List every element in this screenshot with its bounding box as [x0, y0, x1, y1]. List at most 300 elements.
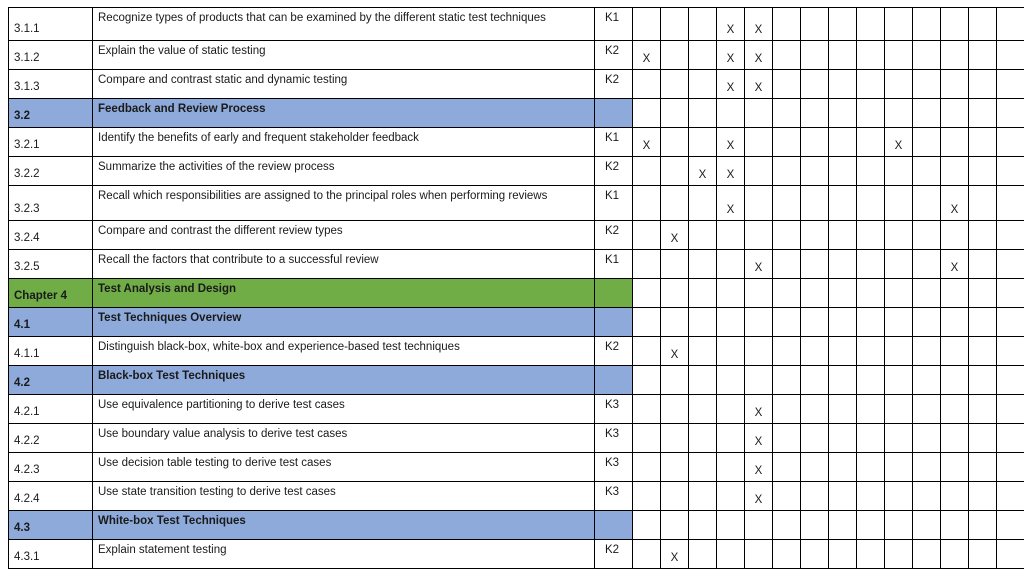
objective-description: Compare and contrast static and dynamic testing — [93, 70, 595, 99]
k-level — [595, 99, 633, 128]
mapping-cell — [773, 128, 801, 157]
mapping-cell — [633, 221, 661, 250]
mapping-cell — [661, 511, 689, 540]
objective-id: 4.2.2 — [9, 424, 93, 453]
table-row — [9, 157, 1024, 186]
mapping-cell — [689, 511, 717, 540]
objective-description: White-box Test Techniques — [93, 511, 595, 540]
mapping-cell — [773, 337, 801, 366]
objective-id: 3.2 — [9, 99, 93, 128]
mapping-cell — [997, 279, 1024, 308]
mapping-cell: X — [745, 70, 773, 99]
mapping-cell — [997, 99, 1024, 128]
mapping-cell — [885, 250, 913, 279]
mapping-cell — [661, 308, 689, 337]
mapping-cell — [829, 337, 857, 366]
mapping-cell — [661, 8, 689, 41]
objective-description: Black-box Test Techniques — [93, 366, 595, 395]
objective-id: 3.2.1 — [9, 128, 93, 157]
objective-description: Summarize the activities of the review process — [93, 157, 595, 186]
mapping-cell — [997, 366, 1024, 395]
mapping-cell — [969, 221, 997, 250]
mapping-cell — [633, 186, 661, 221]
mapping-cell — [689, 482, 717, 511]
table-row — [9, 186, 1024, 221]
mapping-cell: X — [661, 221, 689, 250]
mapping-cell — [885, 366, 913, 395]
mapping-cell — [913, 540, 941, 569]
table-row — [9, 8, 1024, 41]
mapping-cell — [745, 157, 773, 186]
objective-description: Identify the benefits of early and frequent stakeholder feedback — [93, 128, 595, 157]
mapping-cell — [829, 41, 857, 70]
mapping-cell — [633, 8, 661, 41]
mapping-cell — [941, 279, 969, 308]
mapping-cell — [969, 186, 997, 221]
section-header-row — [9, 511, 1024, 540]
mapping-cell — [913, 453, 941, 482]
objective-description: Recall the factors that contribute to a successful review — [93, 250, 595, 279]
mapping-cell — [913, 8, 941, 41]
mapping-cell — [689, 221, 717, 250]
table-row — [9, 395, 1024, 424]
objective-id: 4.2.4 — [9, 482, 93, 511]
mapping-cell: X — [717, 41, 745, 70]
mapping-cell — [633, 424, 661, 453]
k-level — [595, 511, 633, 540]
mapping-cell — [913, 221, 941, 250]
mapping-cell — [745, 366, 773, 395]
mapping-cell — [829, 8, 857, 41]
mapping-cell — [997, 250, 1024, 279]
objective-description: Feedback and Review Process — [93, 99, 595, 128]
mapping-cell — [801, 511, 829, 540]
section-header-row — [9, 308, 1024, 337]
mapping-cell — [885, 8, 913, 41]
mapping-cell — [773, 395, 801, 424]
objective-description: Explain the value of static testing — [93, 41, 595, 70]
mapping-cell — [969, 8, 997, 41]
mapping-cell — [997, 395, 1024, 424]
mapping-cell — [997, 482, 1024, 511]
objective-description: Test Techniques Overview — [93, 308, 595, 337]
mapping-cell — [913, 395, 941, 424]
mapping-cell — [941, 540, 969, 569]
mapping-cell — [885, 424, 913, 453]
mapping-cell: X — [633, 128, 661, 157]
mapping-cell — [997, 540, 1024, 569]
k-level: K1 — [595, 128, 633, 157]
mapping-cell — [829, 482, 857, 511]
table-row — [9, 221, 1024, 250]
mapping-cell — [745, 337, 773, 366]
mapping-cell — [857, 337, 885, 366]
mapping-cell — [773, 482, 801, 511]
mapping-cell — [801, 128, 829, 157]
objective-description: Compare and contrast the different review types — [93, 221, 595, 250]
mapping-cell — [773, 8, 801, 41]
k-level: K3 — [595, 395, 633, 424]
mapping-cell — [997, 511, 1024, 540]
mapping-cell: X — [661, 337, 689, 366]
mapping-cell — [885, 221, 913, 250]
mapping-cell — [829, 395, 857, 424]
mapping-cell — [717, 482, 745, 511]
mapping-cell — [689, 424, 717, 453]
mapping-cell: X — [689, 157, 717, 186]
table-row — [9, 453, 1024, 482]
mapping-cell — [717, 366, 745, 395]
mapping-cell — [857, 453, 885, 482]
mapping-cell — [661, 424, 689, 453]
mapping-cell — [773, 453, 801, 482]
mapping-cell — [633, 337, 661, 366]
objective-id: 4.2.3 — [9, 453, 93, 482]
mapping-cell — [857, 8, 885, 41]
learning-objectives-table — [8, 7, 1024, 569]
mapping-cell — [689, 540, 717, 569]
mapping-cell — [829, 157, 857, 186]
mapping-cell — [773, 70, 801, 99]
objective-description: Recall which responsibilities are assigned to the principal roles when performing reviews — [93, 186, 595, 221]
mapping-cell — [633, 157, 661, 186]
k-level: K2 — [595, 70, 633, 99]
mapping-cell — [717, 540, 745, 569]
mapping-cell — [913, 279, 941, 308]
mapping-cell — [689, 8, 717, 41]
mapping-cell — [997, 221, 1024, 250]
mapping-cell — [773, 99, 801, 128]
mapping-cell — [801, 221, 829, 250]
mapping-cell — [801, 540, 829, 569]
mapping-cell — [717, 395, 745, 424]
mapping-cell — [689, 395, 717, 424]
mapping-cell — [717, 279, 745, 308]
mapping-cell — [857, 70, 885, 99]
mapping-cell — [717, 337, 745, 366]
mapping-cell: X — [745, 453, 773, 482]
objective-id: 3.2.3 — [9, 186, 93, 221]
mapping-cell — [745, 186, 773, 221]
mapping-cell — [801, 8, 829, 41]
k-level: K3 — [595, 453, 633, 482]
mapping-cell: X — [745, 41, 773, 70]
mapping-cell — [857, 366, 885, 395]
objective-id: 4.2.1 — [9, 395, 93, 424]
mapping-cell — [745, 99, 773, 128]
mapping-cell — [885, 186, 913, 221]
mapping-cell — [829, 221, 857, 250]
mapping-cell — [969, 395, 997, 424]
mapping-cell — [633, 250, 661, 279]
mapping-cell — [941, 8, 969, 41]
mapping-cell — [997, 337, 1024, 366]
k-level: K2 — [595, 337, 633, 366]
mapping-cell — [745, 128, 773, 157]
mapping-cell — [829, 511, 857, 540]
objective-description: Use equivalence partitioning to derive test cases — [93, 395, 595, 424]
k-level: K1 — [595, 8, 633, 41]
section-header-row — [9, 366, 1024, 395]
mapping-cell — [997, 70, 1024, 99]
mapping-cell — [633, 279, 661, 308]
mapping-cell — [745, 279, 773, 308]
mapping-cell — [885, 41, 913, 70]
objective-id: 3.1.1 — [9, 8, 93, 41]
mapping-cell — [857, 99, 885, 128]
mapping-cell — [857, 250, 885, 279]
objective-description: Explain statement testing — [93, 540, 595, 569]
mapping-cell: X — [745, 250, 773, 279]
mapping-cell — [913, 337, 941, 366]
k-level — [595, 279, 633, 308]
mapping-cell — [997, 8, 1024, 41]
mapping-cell — [689, 99, 717, 128]
mapping-cell: X — [717, 186, 745, 221]
mapping-cell — [885, 99, 913, 128]
mapping-cell — [773, 250, 801, 279]
mapping-cell — [941, 70, 969, 99]
objective-id: 3.1.2 — [9, 41, 93, 70]
mapping-cell — [689, 41, 717, 70]
table-row — [9, 424, 1024, 453]
mapping-cell — [829, 128, 857, 157]
mapping-cell — [913, 482, 941, 511]
mapping-cell — [857, 221, 885, 250]
mapping-cell — [661, 128, 689, 157]
mapping-cell: X — [717, 128, 745, 157]
mapping-cell — [717, 511, 745, 540]
mapping-cell — [773, 366, 801, 395]
mapping-cell — [941, 308, 969, 337]
mapping-cell — [773, 279, 801, 308]
mapping-cell — [829, 453, 857, 482]
mapping-cell — [857, 128, 885, 157]
table-row — [9, 41, 1024, 70]
table-row — [9, 128, 1024, 157]
mapping-cell — [913, 366, 941, 395]
mapping-cell — [885, 279, 913, 308]
mapping-cell — [857, 308, 885, 337]
mapping-cell — [829, 250, 857, 279]
mapping-cell — [969, 540, 997, 569]
mapping-cell: X — [717, 8, 745, 41]
mapping-cell — [885, 337, 913, 366]
mapping-cell: X — [941, 250, 969, 279]
mapping-cell — [885, 511, 913, 540]
table-row — [9, 250, 1024, 279]
mapping-cell — [773, 157, 801, 186]
chapter-header-row — [9, 279, 1024, 308]
mapping-cell — [633, 70, 661, 99]
mapping-cell — [801, 70, 829, 99]
mapping-cell — [913, 128, 941, 157]
mapping-cell — [661, 453, 689, 482]
mapping-cell — [689, 337, 717, 366]
mapping-cell — [969, 99, 997, 128]
mapping-cell — [661, 157, 689, 186]
mapping-cell — [801, 482, 829, 511]
mapping-cell — [661, 41, 689, 70]
k-level — [595, 308, 633, 337]
mapping-cell — [661, 250, 689, 279]
mapping-cell — [941, 366, 969, 395]
mapping-cell — [801, 99, 829, 128]
mapping-cell — [857, 424, 885, 453]
mapping-cell — [689, 279, 717, 308]
mapping-cell — [717, 221, 745, 250]
mapping-cell — [661, 482, 689, 511]
mapping-cell — [829, 308, 857, 337]
objective-id: 3.2.2 — [9, 157, 93, 186]
mapping-cell — [633, 395, 661, 424]
objective-id: 3.2.4 — [9, 221, 93, 250]
mapping-cell — [969, 453, 997, 482]
mapping-cell — [689, 250, 717, 279]
mapping-cell — [633, 540, 661, 569]
mapping-cell — [885, 395, 913, 424]
mapping-cell — [857, 395, 885, 424]
mapping-cell: X — [941, 186, 969, 221]
objective-description: Use boundary value analysis to derive test cases — [93, 424, 595, 453]
mapping-cell — [941, 511, 969, 540]
table-row — [9, 337, 1024, 366]
objective-description: Use decision table testing to derive test cases — [93, 453, 595, 482]
objective-id: 4.3.1 — [9, 540, 93, 569]
mapping-cell — [829, 424, 857, 453]
k-level: K2 — [595, 540, 633, 569]
k-level — [595, 366, 633, 395]
mapping-cell — [745, 308, 773, 337]
mapping-cell — [633, 99, 661, 128]
mapping-cell — [689, 308, 717, 337]
mapping-cell — [633, 482, 661, 511]
mapping-cell — [997, 41, 1024, 70]
mapping-cell — [997, 186, 1024, 221]
mapping-cell — [997, 453, 1024, 482]
mapping-cell: X — [745, 482, 773, 511]
mapping-cell: X — [885, 128, 913, 157]
mapping-cell: X — [633, 41, 661, 70]
mapping-cell — [661, 366, 689, 395]
mapping-cell — [773, 424, 801, 453]
objective-id: 4.2 — [9, 366, 93, 395]
mapping-cell — [885, 157, 913, 186]
objective-id: 3.2.5 — [9, 250, 93, 279]
mapping-cell: X — [745, 395, 773, 424]
mapping-cell — [745, 221, 773, 250]
mapping-cell — [913, 157, 941, 186]
mapping-cell — [633, 511, 661, 540]
mapping-cell — [941, 128, 969, 157]
mapping-cell — [885, 70, 913, 99]
mapping-cell — [913, 250, 941, 279]
mapping-cell — [913, 186, 941, 221]
mapping-cell — [913, 308, 941, 337]
mapping-cell — [829, 186, 857, 221]
mapping-cell — [969, 41, 997, 70]
k-level: K2 — [595, 221, 633, 250]
mapping-cell — [857, 41, 885, 70]
table-row — [9, 540, 1024, 569]
mapping-cell — [801, 157, 829, 186]
mapping-cell — [689, 453, 717, 482]
mapping-cell — [969, 511, 997, 540]
mapping-cell — [969, 157, 997, 186]
mapping-cell — [801, 308, 829, 337]
mapping-cell — [969, 482, 997, 511]
mapping-cell — [857, 482, 885, 511]
mapping-cell — [801, 424, 829, 453]
mapping-cell — [801, 250, 829, 279]
mapping-cell — [661, 279, 689, 308]
table-row — [9, 70, 1024, 99]
mapping-cell — [941, 424, 969, 453]
k-level: K1 — [595, 250, 633, 279]
k-level: K3 — [595, 482, 633, 511]
mapping-cell — [801, 366, 829, 395]
mapping-cell — [857, 511, 885, 540]
mapping-cell — [857, 540, 885, 569]
mapping-cell — [717, 250, 745, 279]
mapping-cell — [773, 540, 801, 569]
mapping-cell — [913, 70, 941, 99]
objective-id: Chapter 4 — [9, 279, 93, 308]
mapping-cell — [773, 308, 801, 337]
mapping-cell — [941, 453, 969, 482]
mapping-cell — [969, 424, 997, 453]
mapping-cell: X — [661, 540, 689, 569]
mapping-cell — [969, 308, 997, 337]
mapping-cell — [913, 99, 941, 128]
mapping-cell — [689, 128, 717, 157]
mapping-cell — [969, 366, 997, 395]
mapping-cell — [661, 99, 689, 128]
mapping-cell — [969, 128, 997, 157]
mapping-cell — [829, 70, 857, 99]
mapping-cell — [997, 308, 1024, 337]
mapping-cell — [689, 186, 717, 221]
mapping-cell — [661, 395, 689, 424]
mapping-cell — [941, 482, 969, 511]
mapping-cell — [885, 540, 913, 569]
mapping-cell — [857, 186, 885, 221]
mapping-cell — [829, 540, 857, 569]
mapping-cell — [941, 41, 969, 70]
section-header-row — [9, 99, 1024, 128]
mapping-cell — [745, 540, 773, 569]
objective-id: 4.1 — [9, 308, 93, 337]
mapping-cell — [885, 482, 913, 511]
mapping-cell — [801, 453, 829, 482]
objective-id: 4.3 — [9, 511, 93, 540]
objective-description: Distinguish black-box, white-box and experience-based test techniques — [93, 337, 595, 366]
mapping-cell — [829, 366, 857, 395]
table-row — [9, 482, 1024, 511]
mapping-cell — [885, 308, 913, 337]
mapping-cell — [633, 366, 661, 395]
mapping-cell — [773, 41, 801, 70]
mapping-cell — [633, 453, 661, 482]
mapping-cell — [913, 511, 941, 540]
mapping-cell — [745, 511, 773, 540]
mapping-cell — [661, 186, 689, 221]
k-level: K2 — [595, 41, 633, 70]
mapping-cell — [913, 41, 941, 70]
mapping-cell — [661, 70, 689, 99]
mapping-cell — [773, 221, 801, 250]
mapping-cell — [997, 424, 1024, 453]
